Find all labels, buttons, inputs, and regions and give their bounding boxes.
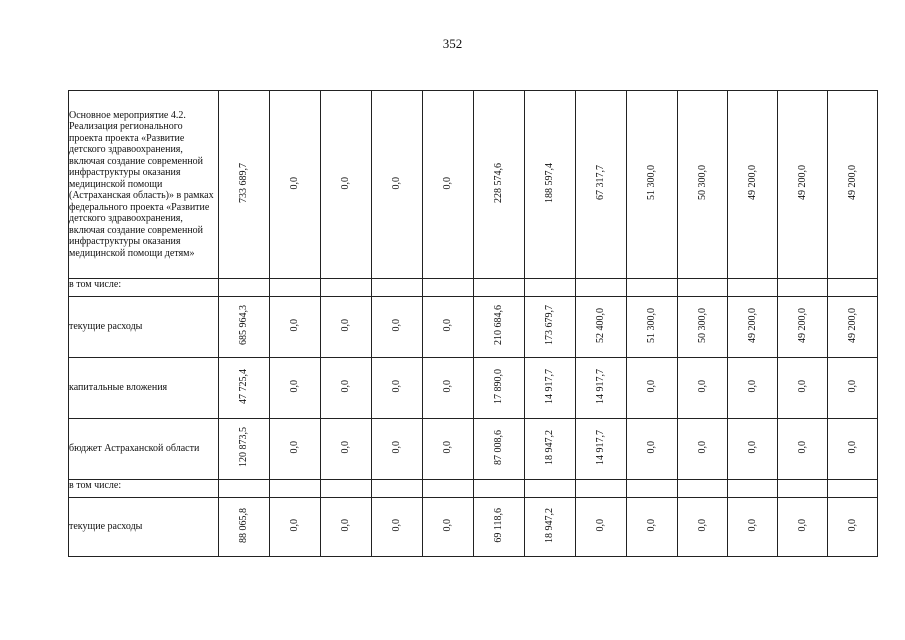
value-cell	[423, 358, 474, 419]
value-text: 0,0	[391, 176, 403, 189]
value-cell	[778, 279, 828, 297]
value-cell	[728, 91, 778, 279]
value-cell	[219, 480, 270, 498]
value-cell	[321, 297, 372, 358]
value-cell	[321, 358, 372, 419]
row-label: в том числе:	[69, 279, 219, 297]
value-text: 47 725,4	[238, 368, 250, 404]
value-cell	[219, 498, 270, 557]
value-cell	[778, 480, 828, 498]
value-cell	[728, 297, 778, 358]
value-text: 0,0	[289, 319, 301, 332]
value-cell	[219, 297, 270, 358]
value-cell	[576, 480, 627, 498]
value-cell	[576, 358, 627, 419]
table-row	[69, 498, 878, 557]
value-cell	[828, 91, 878, 279]
value-text: 0,0	[289, 519, 301, 532]
value-cell	[525, 279, 576, 297]
value-cell	[627, 279, 678, 297]
value-text: 0,0	[442, 519, 454, 532]
value-cell	[828, 358, 878, 419]
value-text: 49 200,0	[796, 165, 808, 201]
table-row	[69, 480, 878, 498]
value-cell	[828, 297, 878, 358]
value-text: 0,0	[846, 441, 858, 454]
value-cell	[627, 480, 678, 498]
value-cell	[627, 297, 678, 358]
value-text: 0,0	[746, 441, 758, 454]
value-text: 0,0	[391, 519, 403, 532]
value-text: 50 300,0	[696, 165, 708, 201]
value-text: 0,0	[391, 380, 403, 393]
value-cell	[423, 480, 474, 498]
value-cell	[678, 419, 728, 480]
value-text: 69 118,6	[493, 507, 505, 543]
value-cell	[627, 358, 678, 419]
value-cell	[321, 480, 372, 498]
value-cell	[372, 498, 423, 557]
value-text: 0,0	[442, 319, 454, 332]
value-text: 67 317,7	[595, 165, 607, 201]
value-cell	[627, 419, 678, 480]
table-row	[69, 297, 878, 358]
value-cell	[828, 419, 878, 480]
value-text: 0,0	[289, 176, 301, 189]
row-label: капитальные вложения	[69, 358, 219, 419]
value-text: 120 873,5	[238, 427, 250, 468]
value-text: 87 008,6	[493, 429, 505, 465]
table-row	[69, 358, 878, 419]
value-cell	[576, 91, 627, 279]
value-text: 0,0	[646, 441, 658, 454]
value-text: 18 947,2	[544, 507, 556, 543]
value-text: 0,0	[289, 441, 301, 454]
row-label: Основное мероприятие 4.2. Реализация регионального проекта проекта «Развитие детского здравоохранения, включая создание современной инфраструктуры оказания медицинской помощи (Астраханская область)» в рамках федерального проекта «Развитие детского здравоохранения, включая создание современной инфраструктуры оказания медицинской помощи детям»	[69, 91, 219, 279]
value-cell	[678, 279, 728, 297]
value-cell	[372, 358, 423, 419]
value-cell	[270, 279, 321, 297]
table-row	[69, 279, 878, 297]
row-label: в том числе:	[69, 480, 219, 498]
value-text: 17 890,0	[493, 368, 505, 404]
value-text: 733 689,7	[238, 162, 250, 203]
row-label: бюджет Астраханской области	[69, 419, 219, 480]
value-text: 0,0	[646, 519, 658, 532]
value-text: 0,0	[442, 176, 454, 189]
value-cell	[828, 498, 878, 557]
value-cell	[219, 358, 270, 419]
value-cell	[270, 419, 321, 480]
value-cell	[678, 498, 728, 557]
value-text: 0,0	[746, 380, 758, 393]
value-cell	[678, 480, 728, 498]
value-cell	[728, 419, 778, 480]
value-cell	[778, 91, 828, 279]
value-text: 0,0	[391, 319, 403, 332]
value-cell	[728, 480, 778, 498]
value-text: 14 917,7	[595, 429, 607, 465]
table-row	[69, 419, 878, 480]
value-cell	[423, 91, 474, 279]
value-cell	[474, 358, 525, 419]
value-cell	[219, 419, 270, 480]
value-text: 51 300,0	[646, 307, 658, 343]
value-cell	[372, 297, 423, 358]
value-text: 50 300,0	[696, 307, 708, 343]
value-text: 18 947,2	[544, 429, 556, 465]
value-cell	[321, 498, 372, 557]
value-cell	[474, 419, 525, 480]
table-body	[69, 91, 878, 557]
row-label: текущие расходы	[69, 498, 219, 557]
value-cell	[828, 480, 878, 498]
value-cell	[728, 498, 778, 557]
value-text: 49 200,0	[846, 165, 858, 201]
value-text: 0,0	[696, 441, 708, 454]
value-cell	[372, 419, 423, 480]
value-cell	[778, 358, 828, 419]
value-text: 0,0	[646, 380, 658, 393]
value-cell	[525, 498, 576, 557]
value-text: 49 200,0	[796, 307, 808, 343]
value-cell	[627, 498, 678, 557]
value-text: 0,0	[340, 380, 352, 393]
budget-table	[68, 90, 878, 557]
value-cell	[321, 279, 372, 297]
value-text: 14 917,7	[595, 368, 607, 404]
value-cell	[525, 358, 576, 419]
value-text: 14 917,7	[544, 368, 556, 404]
value-cell	[321, 91, 372, 279]
value-cell	[778, 419, 828, 480]
value-cell	[678, 91, 728, 279]
value-text: 49 200,0	[746, 307, 758, 343]
value-text: 0,0	[391, 441, 403, 454]
value-text: 0,0	[595, 519, 607, 532]
value-text: 49 200,0	[746, 165, 758, 201]
value-cell	[576, 498, 627, 557]
value-cell	[678, 297, 728, 358]
value-cell	[372, 91, 423, 279]
value-text: 188 597,4	[544, 162, 556, 203]
page-number: 352	[442, 36, 463, 51]
value-cell	[219, 91, 270, 279]
value-cell	[778, 297, 828, 358]
value-cell	[372, 480, 423, 498]
value-cell	[474, 91, 525, 279]
value-cell	[576, 419, 627, 480]
value-cell	[423, 419, 474, 480]
value-text: 0,0	[796, 441, 808, 454]
value-cell	[474, 480, 525, 498]
value-text: 49 200,0	[846, 307, 858, 343]
value-cell	[474, 297, 525, 358]
value-cell	[778, 498, 828, 557]
value-cell	[525, 91, 576, 279]
value-text: 0,0	[340, 519, 352, 532]
value-text: 51 300,0	[646, 165, 658, 201]
value-cell	[270, 358, 321, 419]
table-row	[69, 91, 878, 279]
value-cell	[525, 419, 576, 480]
value-cell	[576, 297, 627, 358]
value-cell	[525, 480, 576, 498]
value-text: 0,0	[796, 380, 808, 393]
value-cell	[372, 279, 423, 297]
value-cell	[728, 279, 778, 297]
value-text: 0,0	[796, 519, 808, 532]
value-cell	[576, 279, 627, 297]
value-text: 0,0	[696, 380, 708, 393]
value-text: 0,0	[746, 519, 758, 532]
value-cell	[219, 279, 270, 297]
value-cell	[270, 297, 321, 358]
value-cell	[270, 91, 321, 279]
value-text: 0,0	[340, 441, 352, 454]
value-text: 0,0	[289, 380, 301, 393]
value-text: 0,0	[846, 380, 858, 393]
value-cell	[627, 91, 678, 279]
value-text: 88 065,8	[238, 507, 250, 543]
value-cell	[423, 279, 474, 297]
value-text: 173 679,7	[544, 305, 556, 346]
value-text: 0,0	[696, 519, 708, 532]
value-cell	[678, 358, 728, 419]
value-cell	[828, 279, 878, 297]
value-cell	[270, 498, 321, 557]
value-cell	[321, 419, 372, 480]
value-text: 0,0	[846, 519, 858, 532]
row-label: текущие расходы	[69, 297, 219, 358]
value-cell	[474, 279, 525, 297]
value-text: 0,0	[340, 176, 352, 189]
value-text: 0,0	[442, 380, 454, 393]
value-cell	[270, 480, 321, 498]
value-text: 685 964,3	[238, 305, 250, 346]
value-cell	[728, 358, 778, 419]
value-cell	[474, 498, 525, 557]
value-text: 228 574,6	[493, 162, 505, 203]
value-text: 210 684,6	[493, 305, 505, 346]
value-text: 52 400,0	[595, 307, 607, 343]
value-text: 0,0	[442, 441, 454, 454]
value-cell	[525, 297, 576, 358]
value-cell	[423, 297, 474, 358]
value-cell	[423, 498, 474, 557]
value-text: 0,0	[340, 319, 352, 332]
